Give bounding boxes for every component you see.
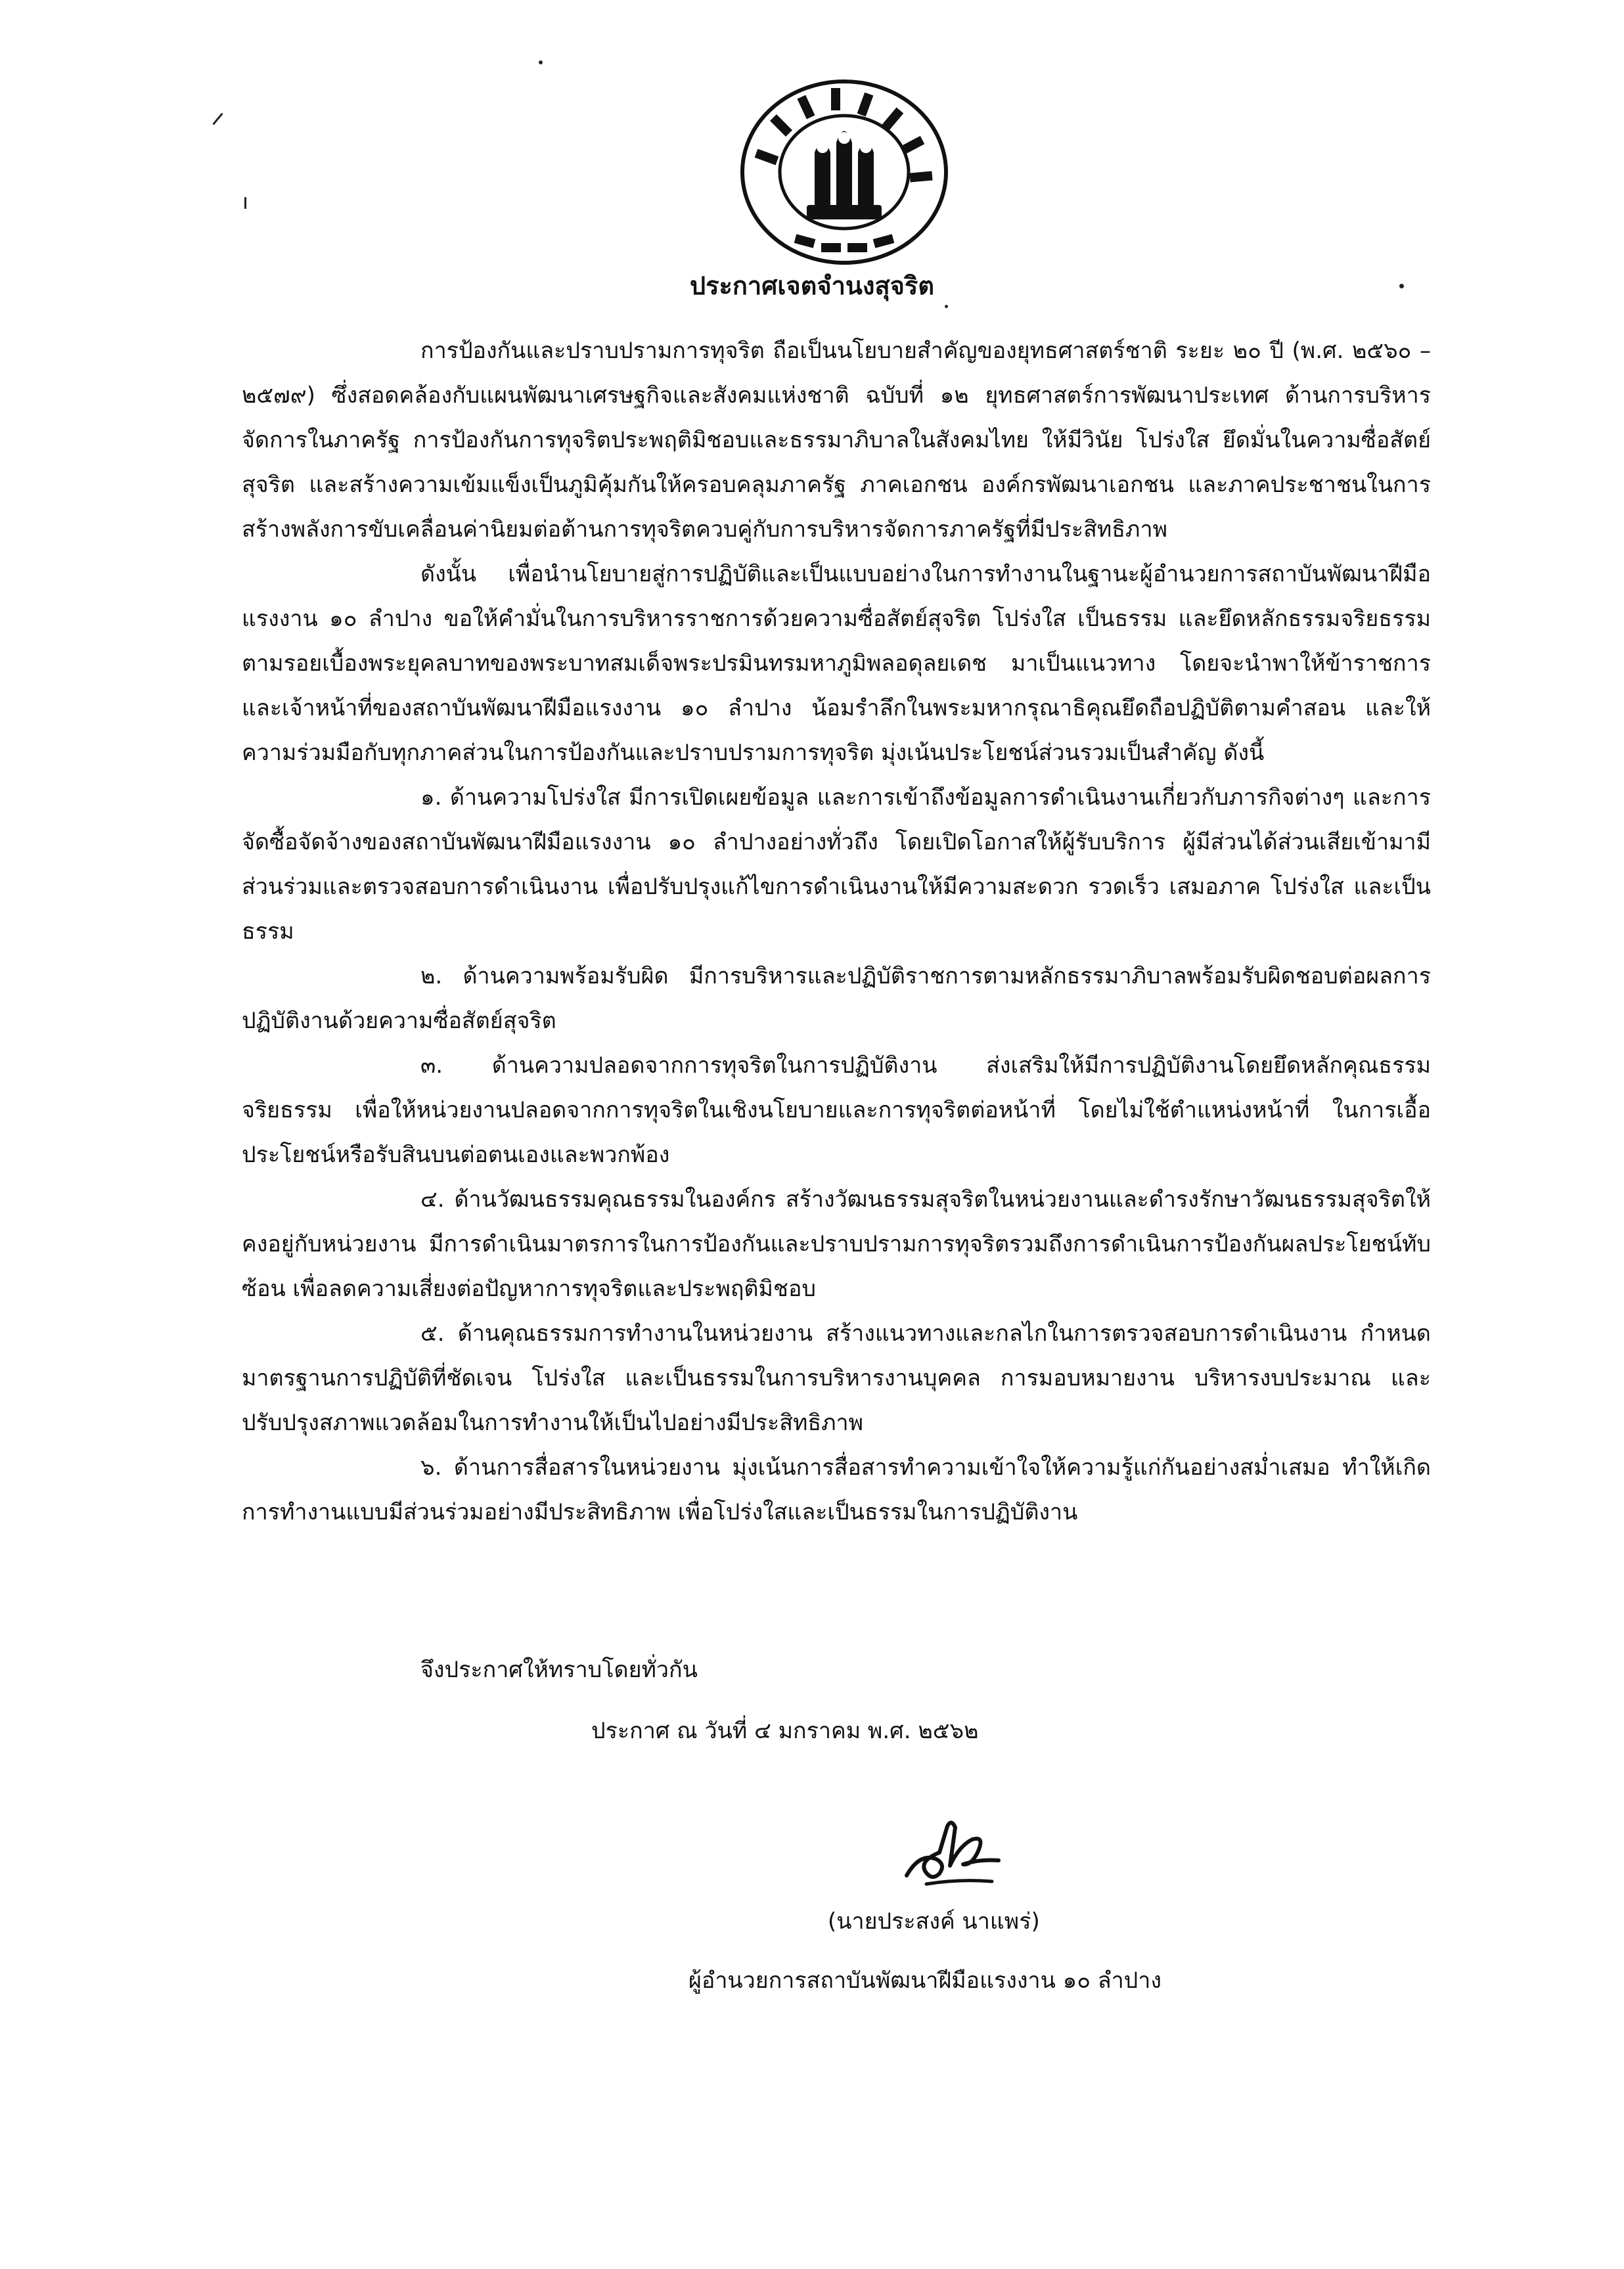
- department-seal-icon: [736, 74, 953, 271]
- paragraph-item-2: ๒. ด้านความพร้อมรับผิด มีการบริหารและปฏิบัติราชการตามหลักธรรมาภิบาลพร้อมรับผิดชอบต่อผลการปฏิบัติงานด้วยความซื่อสัตย์สุจริต: [242, 963, 1431, 1034]
- closing-statement: จึงประกาศให้ทราบโดยทั่วกัน: [420, 1657, 698, 1683]
- scan-speck: [945, 305, 948, 308]
- scan-speck: [1399, 284, 1404, 288]
- scan-speck: [244, 197, 246, 209]
- paragraph-item-6: ๖. ด้านการสื่อสารในหน่วยงาน มุ่งเน้นการสื่อสารทำความเข้าใจให้ความรู้แก่กันอย่างสม่ำเสมอ ทำให้เกิดการทำงานแบบมีส่วนร่วมอย่างมีประสิทธิภาพ เพื่อโปร่งใสและเป็นธรรมในการปฏิบัติงาน: [242, 1454, 1431, 1525]
- signer-title: ผู้อำนวยการสถาบันพัฒนาฝีมือแรงงาน ๑๐ ลำปาง: [688, 1967, 1162, 1994]
- scan-speck: [212, 113, 223, 125]
- handwritten-signature-icon: [900, 1813, 1012, 1892]
- paragraph-intro: การป้องกันและปราบปรามการทุจริต ถือเป็นนโยบายสำคัญของยุทธศาสตร์ชาติ ระยะ ๒๐ ปี (พ.ศ. ๒๕๖๐ – ๒๕๗๙) ซึ่งสอดคล้องกับแผนพัฒนาเศรษฐกิจและสังคมแห่งชาติ ฉบับที่ ๑๒ ยุทธศาสตร์การพัฒนาประเทศ ด้านการบริหารจัดการในภาครัฐ การป้องกันการทุจริตประพฤติมิชอบและธรรมาภิบาลในสังคมไทย ให้มีวินัย โปร่งใส ยึดมั่นในความซื่อสัตย์สุจริต และสร้างความเข้มแข็งเป็นภูมิคุ้มกันให้ครอบคลุมภาครัฐ ภาคเอกชน องค์กรพัฒนาเอกชน และภาคประชาชนในการสร้างพลังการขับเคลื่อนค่านิยมต่อต้านการทุจริตควบคู่กับการบริหารจัดการภาครัฐที่มีประสิทธิภาพ: [242, 338, 1431, 543]
- paragraph-item-5: ๕. ด้านคุณธรรมการทำงานในหน่วยงาน สร้างแนวทางและกลไกในการตรวจสอบการดำเนินงาน กำหนดมาตรฐานการปฏิบัติที่ชัดเจน โปร่งใส และเป็นธรรมในการบริหารงานบุคคล การมอบหมายงาน บริหารงบประมาณ และปรับปรุงสภาพแวดล้อมในการทำงานให้เป็นไปอย่างมีประสิทธิภาพ: [242, 1320, 1431, 1436]
- paragraph-item-1: ๑. ด้านความโปร่งใส มีการเปิดเผยข้อมูล และการเข้าถึงข้อมูลการดำเนินงานเกี่ยวกับภารกิจต่างๆ และการจัดซื้อจัดจ้างของสถาบันพัฒนาฝีมือแรงงาน ๑๐ ลำปางอย่างทั่วถึง โดยเปิดโอกาสให้ผู้รับบริการ ผู้มีส่วนได้ส่วนเสียเข้ามามีส่วนร่วมและตรวจสอบการดำเนินงาน เพื่อปรับปรุงแก้ไขการดำเนินงานให้มีความสะดวก รวดเร็ว เสมอภาค โปร่งใส และเป็นธรรม: [242, 784, 1431, 945]
- paragraph-item-4: ๔. ด้านวัฒนธรรมคุณธรรมในองค์กร สร้างวัฒนธรรมสุจริตในหน่วยงานและดำรงรักษาวัฒนธรรมสุจริตให้คงอยู่กับหน่วยงาน มีการดำเนินมาตรการในการป้องกันและปราบปรามการทุจริตรวมถึงการดำเนินการป้องกันผลประโยชน์ทับซ้อน เพื่อลดความเสี่ยงต่อปัญหาการทุจริตและประพฤติมิชอบ: [242, 1186, 1431, 1302]
- page-title: ประกาศเจตจำนงสุจริต: [689, 271, 935, 300]
- scan-speck: [539, 60, 543, 64]
- paragraph-commitment: ดังนั้น เพื่อนำนโยบายสู่การปฏิบัติและเป็นแบบอย่างในการทำงานในฐานะผู้อำนวยการสถาบันพัฒนาฝีมือแรงงาน ๑๐ ลำปาง ขอให้คำมั่นในการบริหารราชการด้วยความซื่อสัตย์สุจริต โปร่งใส เป็นธรรม และยึดหลักธรรมจริยธรรมตามรอยเบื้องพระยุคลบาทของพระบาทสมเด็จพระปรมินทรมหาภูมิพลอดุลยเดช มาเป็นแนวทาง โดยจะนำพาให้ข้าราชการและเจ้าหน้าที่ของสถาบันพัฒนาฝีมือแรงงาน ๑๐ ลำปาง น้อมรำลึกในพระมหากรุณาธิคุณยึดถือปฏิบัติตามคำสอน และให้ความร่วมมือกับทุกภาคส่วนในการป้องกันและปราบปรามการทุจริต มุ่งเน้นประโยชน์ส่วนรวมเป็นสำคัญ ดังนี้: [242, 561, 1431, 766]
- announcement-date: ประกาศ ณ วันที่ ๔ มกราคม พ.ศ. ๒๕๖๒: [591, 1718, 979, 1744]
- signer-name: (นายประสงค์ นาแพร่): [828, 1908, 1040, 1935]
- announcement-body: [242, 328, 1431, 1535]
- paragraph-item-3: ๓. ด้านความปลอดจากการทุจริตในการปฏิบัติงาน ส่งเสริมให้มีการปฏิบัติงานโดยยึดหลักคุณธรรมจริยธรรม เพื่อให้หน่วยงานปลอดจากการทุจริตในเชิงนโยบายและการทุจริตต่อหน้าที่ โดยไม่ใช้ตำแหน่งหน้าที่ ในการเอื้อประโยชน์หรือรับสินบนต่อตนเองและพวกพ้อง: [242, 1052, 1431, 1168]
